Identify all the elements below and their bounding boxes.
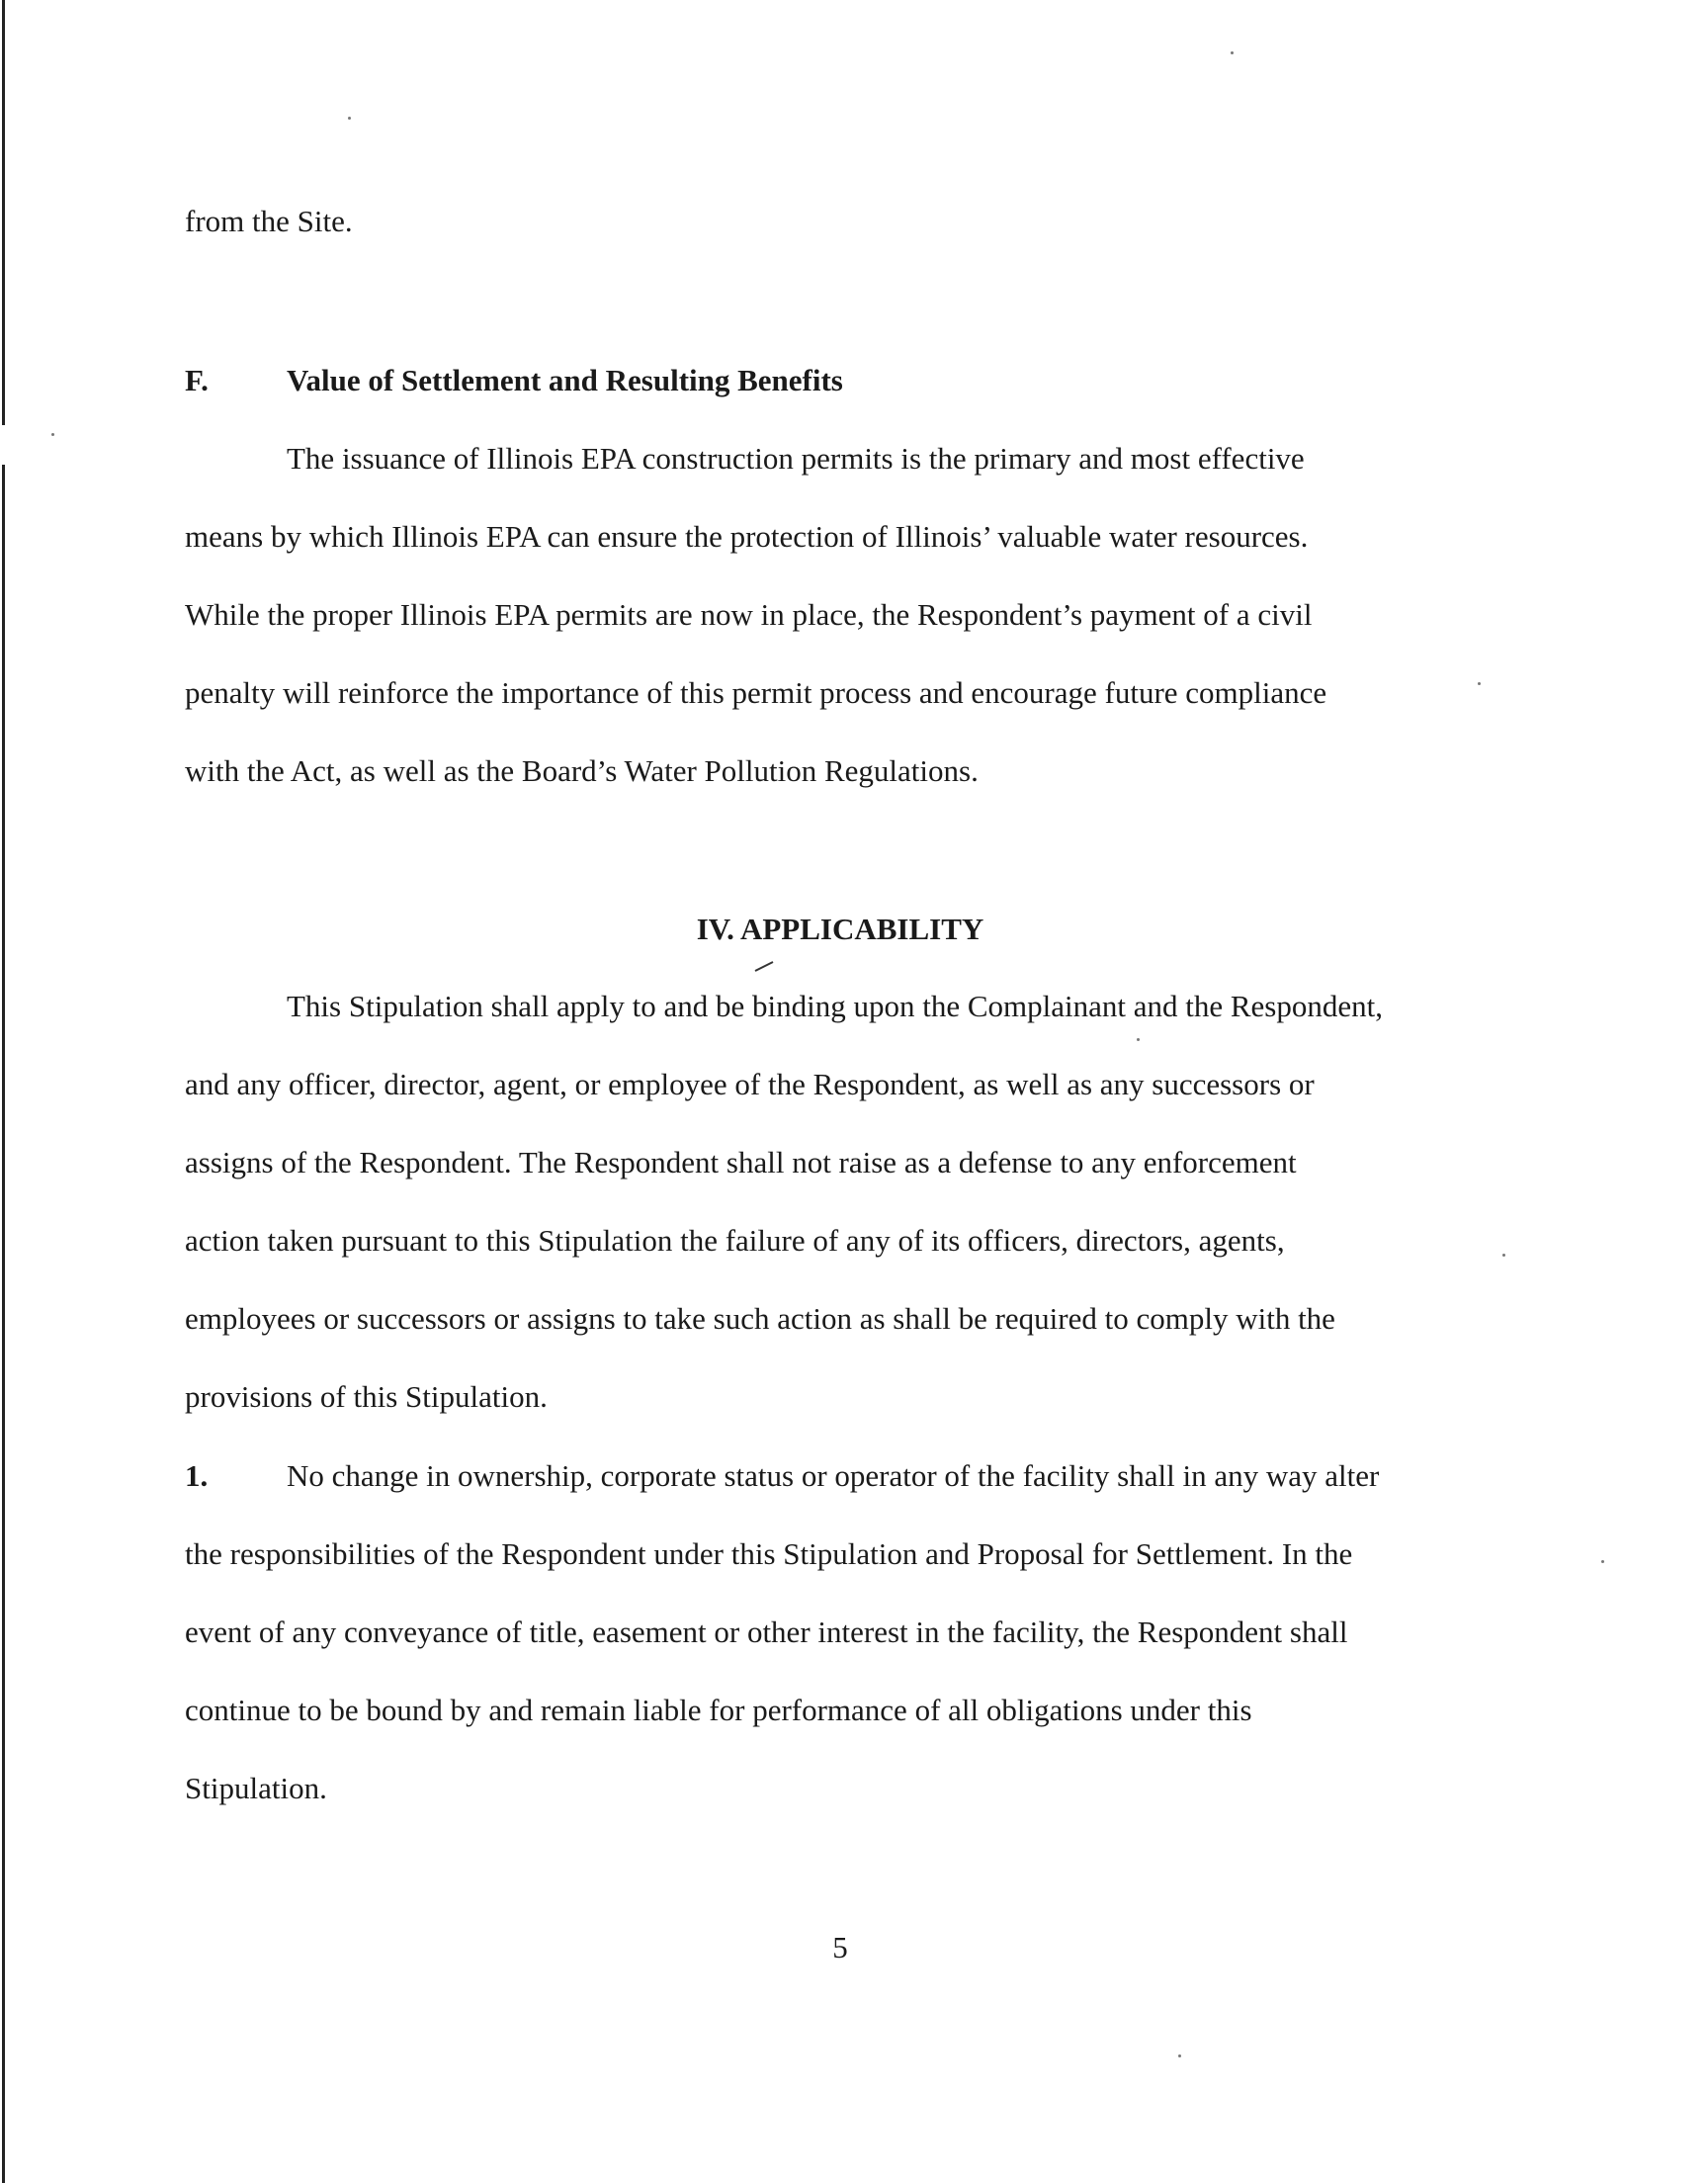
paragraph-line: penalty will reinforce the importance of this permit process and encourage future compliance: [185, 675, 1327, 710]
paragraph-line: and any officer, director, agent, or employee of the Respondent, as well as any successors or: [185, 1067, 1315, 1101]
item-1-line: Stipulation.: [185, 1771, 327, 1805]
paragraph-line: While the proper Illinois EPA permits are now in place, the Respondent’s payment of a civil: [185, 597, 1313, 632]
item-1-line: the responsibilities of the Respondent under this Stipulation and Proposal for Settlement. In the: [185, 1536, 1353, 1571]
scan-speck: [51, 433, 54, 436]
scan-speck: [348, 117, 351, 120]
scan-speck: [1178, 2054, 1181, 2057]
item-1-label: 1.: [185, 1458, 209, 1493]
item-1-line: continue to be bound by and remain liable for performance of all obligations under this: [185, 1693, 1252, 1727]
section-iv-heading: IV. APPLICABILITY: [696, 912, 984, 946]
scan-speck: [1137, 1038, 1140, 1041]
item-1-line: No change in ownership, corporate status or operator of the facility shall in any way alter: [287, 1458, 1380, 1493]
scan-speck: [1601, 1560, 1604, 1563]
paragraph-line: employees or successors or assigns to take such action as shall be required to comply with the: [185, 1301, 1335, 1336]
scan-speck: [1231, 51, 1234, 54]
item-1-line: event of any conveyance of title, easement or other interest in the facility, the Respondent shall: [185, 1615, 1348, 1649]
section-f-heading: Value of Settlement and Resulting Benefits: [287, 363, 843, 397]
scan-stroke: [753, 959, 777, 973]
paragraph-line: assigns of the Respondent. The Respondent shall not raise as a defense to any enforcement: [185, 1145, 1297, 1179]
continuation-text: from the Site.: [185, 204, 353, 238]
paragraph-line: provisions of this Stipulation.: [185, 1379, 548, 1414]
scan-edge-mark: [2, 0, 5, 425]
paragraph-line: The issuance of Illinois EPA construction permits is the primary and most effective: [287, 441, 1305, 476]
section-f-label: F.: [185, 363, 209, 397]
paragraph-line: with the Act, as well as the Board’s Water Pollution Regulations.: [185, 753, 979, 788]
page-number: 5: [832, 1930, 848, 1965]
scan-edge-mark: [2, 465, 5, 2183]
paragraph-line: action taken pursuant to this Stipulation the failure of any of its officers, directors, agents,: [185, 1223, 1285, 1258]
paragraph-line: means by which Illinois EPA can ensure the protection of Illinois’ valuable water resources.: [185, 519, 1309, 554]
paragraph-line: This Stipulation shall apply to and be binding upon the Complainant and the Respondent,: [287, 989, 1383, 1023]
